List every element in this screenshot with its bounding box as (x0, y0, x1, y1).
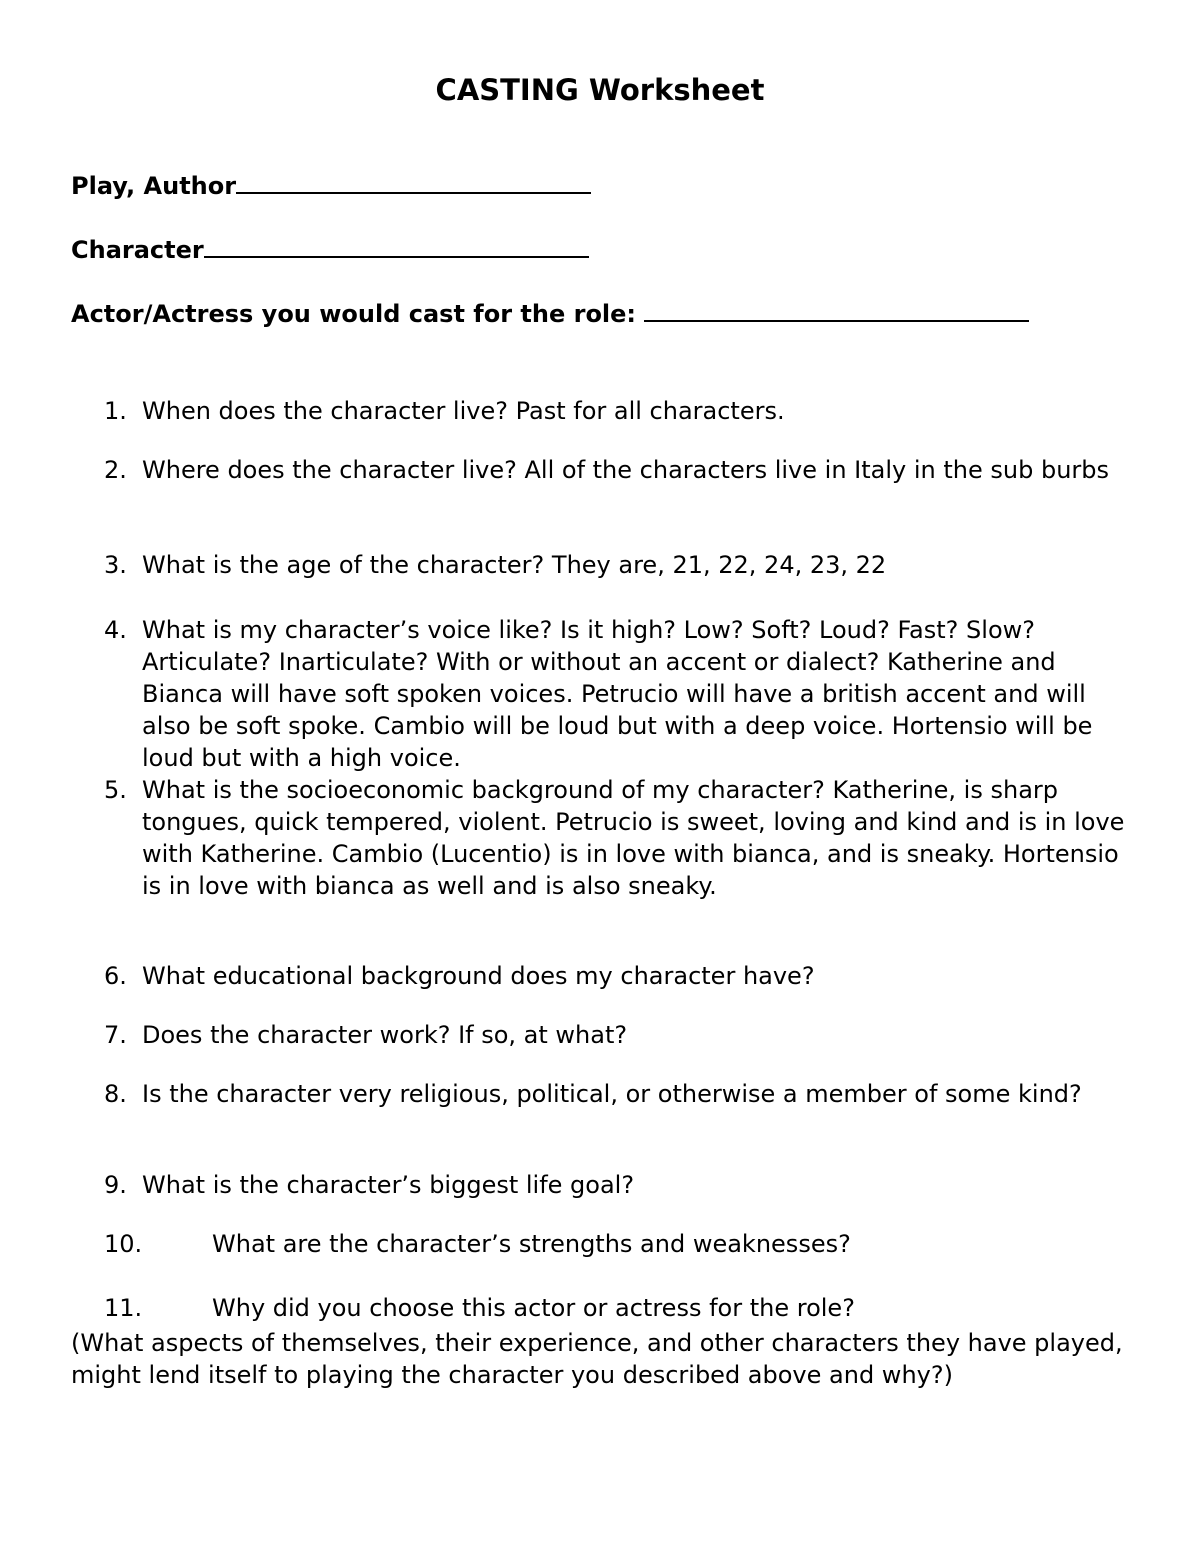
question-number: 9. (104, 1171, 127, 1199)
question-text: What is the character’s biggest life goal? (142, 1171, 635, 1199)
question-number: 5. (104, 776, 127, 804)
question-text: Why did you choose this actor or actress for the role? (212, 1294, 855, 1322)
question-number: 1. (104, 397, 127, 425)
play-author-label: Play, Author (71, 172, 237, 200)
character-field (71, 234, 589, 266)
question-text: When does the character live? Past for all characters. (142, 397, 785, 425)
question-number: 4. (104, 616, 127, 644)
question-number: 2. (104, 456, 127, 484)
question-text: What is my character’s voice like? Is it high? Low? Soft? Loud? Fast? Slow? Articulate? Inarticulate? With or without an accent or dialect? Katherine and Bianca will have soft spoken voices. Petrucio will have a british accent and will also be soft spoke. Cambio will be loud but with a deep voice. Hortensio will be loud but with a high voice. (142, 616, 1093, 772)
question-number: 6. (104, 962, 127, 990)
character-label: Character (71, 236, 204, 264)
question-text: Is the character very religious, political, or otherwise a member of some kind? (142, 1080, 1082, 1108)
character-blank[interactable] (204, 234, 589, 258)
question-text: What are the character’s strengths and weaknesses? (212, 1230, 851, 1258)
question-number: 11. (104, 1294, 143, 1322)
question-text: Does the character work? If so, at what? (142, 1021, 628, 1049)
question-number: 7. (104, 1021, 127, 1049)
question-number: 3. (104, 551, 127, 579)
actor-label: Actor/Actress you would cast for the role: (71, 300, 645, 328)
question-text: What educational background does my character have? (142, 962, 815, 990)
actor-field (71, 298, 1029, 330)
page-title: CASTING Worksheet (435, 73, 765, 107)
question-number: 8. (104, 1080, 127, 1108)
play-author-blank[interactable] (236, 170, 591, 194)
question-number: 10. (104, 1230, 143, 1258)
actor-blank[interactable] (644, 298, 1029, 322)
question-text: What is the socioeconomic background of my character? Katherine, is sharp tongues, quick tempered, violent. Petrucio is sweet, loving and kind and is in love with Katherine. Cambio (Lucentio) is in love with bianca, and is sneaky. Hortensio is in love with bianca as well and is also sneaky. (142, 776, 1125, 900)
question-text: Where does the character live? All of the characters live in Italy in the sub burbs (142, 456, 1110, 484)
question-text: What is the age of the character? They are, 21, 22, 24, 23, 22 (142, 551, 887, 579)
question-11-note: (What aspects of themselves, their experience, and other characters they have played, might lend itself to playing the character you described above and why?) (71, 1329, 1123, 1389)
play-author-field (71, 170, 591, 202)
